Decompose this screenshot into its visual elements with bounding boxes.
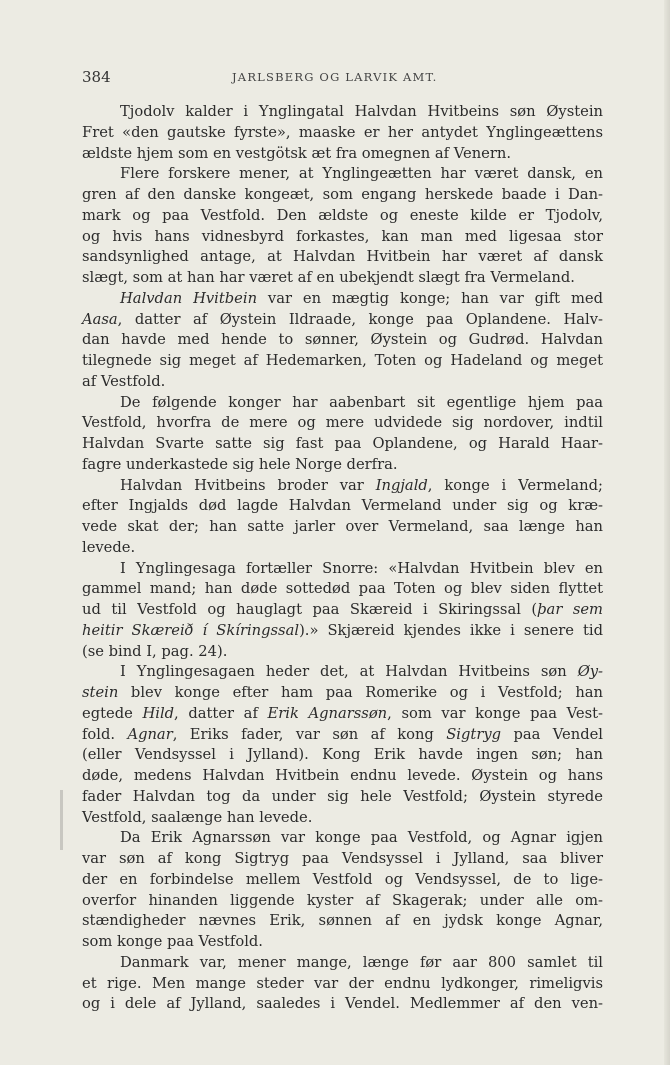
italic-text: þar sem	[537, 601, 603, 618]
text-line	[82, 911, 603, 932]
text-segment: Halvdan Hvitbeins broder var	[120, 476, 376, 494]
italic-text: Halvdan Hvitbein	[120, 289, 258, 307]
text-segment: stændigheder nævnes Erik, sønnen af en jydsk konge Agnar,	[82, 912, 603, 930]
text-line	[82, 849, 603, 870]
italic-text: Øy-	[577, 663, 603, 681]
text-line	[82, 206, 603, 227]
text-line	[82, 102, 603, 123]
text-line	[82, 662, 603, 683]
text-segment: ).» Skjæreid kjendes ikke i senere tid	[299, 621, 603, 639]
text-line	[82, 828, 603, 849]
text-segment: ældste hjem som en vestgötsk æt fra omegnen af Venern.	[82, 144, 511, 162]
text-segment: ud til Vestfold og hauglagt paa Skæreid i Skiringssal (	[82, 601, 538, 618]
text-segment: egtede	[82, 704, 143, 722]
text-line	[82, 704, 603, 725]
text-segment: dan havde med hende to sønner, Øystein og Gudrød. Halvdan	[82, 331, 603, 349]
text-segment: der en forbindelse mellem Vestfold og Vendsyssel, de to lige-	[82, 870, 603, 888]
text-line	[82, 766, 603, 787]
text-line	[82, 372, 603, 393]
italic-text: Aasa	[82, 310, 118, 328]
text-segment: , som var konge paa Vest-	[387, 704, 604, 722]
text-segment: (se bind I, pag. 24).	[82, 642, 228, 660]
text-line	[82, 123, 603, 144]
text-segment: sandsynlighed antage, at Halvdan Hvitbein har været af dansk	[82, 248, 603, 266]
text-segment: , Eriks fader, var søn af kong	[172, 725, 447, 743]
page-header	[82, 68, 602, 88]
italic-text: Hild	[142, 704, 175, 722]
text-segment: I Ynglingesaga fortæller Snorre: «Halvdan Hvitbein blev en	[120, 559, 603, 577]
text-segment: Fret «den gautske fyrste», maaske er her antydet Ynglingeættens	[82, 123, 603, 141]
text-segment: paa Vendel	[501, 725, 603, 743]
text-line	[82, 330, 603, 351]
text-line	[82, 787, 603, 808]
italic-text: Agnar	[127, 725, 173, 743]
text-line	[82, 393, 603, 414]
text-line	[82, 891, 603, 912]
text-line	[82, 932, 603, 953]
text-segment: blev konge efter ham paa Romerike og i Vestfold; han	[118, 684, 603, 701]
text-line	[82, 579, 603, 600]
text-segment: tilegnede sig meget af Hedemarken, Toten og Hadeland og meget	[82, 352, 603, 369]
text-segment: , datter af	[174, 704, 268, 722]
text-line	[82, 517, 603, 538]
text-segment: var en mægtig konge; han var gift med	[257, 289, 603, 307]
page-number: 384	[82, 68, 111, 86]
text-segment: , datter af Øystein Ildraade, konge paa Oplandene. Halv-	[117, 310, 603, 328]
text-segment: Tjodolv kalder i Ynglingatal Halvdan Hvitbeins søn Øystein	[120, 103, 603, 120]
text-line	[82, 185, 603, 206]
page-edge	[664, 0, 670, 1065]
text-segment: gammel mand; han døde sottedød paa Toten og blev siden flyttet	[82, 580, 603, 598]
text-line	[82, 310, 603, 331]
text-segment: fagre underkastede sig hele Norge derfra.	[82, 455, 398, 473]
text-segment: som konge paa Vestfold.	[82, 933, 263, 950]
italic-text: heitir Skæreið í Skíringssal	[82, 621, 300, 639]
text-line	[82, 559, 603, 580]
text-line	[82, 953, 603, 974]
text-line	[82, 413, 603, 434]
text-line	[82, 974, 603, 995]
text-line	[82, 621, 603, 642]
text-line	[82, 994, 603, 1015]
text-line	[82, 227, 603, 248]
text-segment: Flere forskere mener, at Ynglingeætten har været dansk, en	[120, 165, 603, 183]
italic-text: stein	[82, 684, 119, 701]
text-line	[82, 600, 603, 621]
text-line	[82, 683, 603, 704]
text-segment: vede skat der; han satte jarler over Vermeland, saa længe han	[82, 518, 603, 535]
text-line	[82, 289, 603, 310]
text-segment: var søn af kong Sigtryg paa Vendsyssel i Jylland, saa bliver	[82, 850, 603, 867]
margin-mark	[60, 790, 63, 850]
text-line	[82, 351, 603, 372]
text-line	[82, 455, 603, 476]
text-line	[82, 268, 603, 289]
text-line	[82, 745, 603, 766]
text-line	[82, 496, 603, 517]
text-segment: fader Halvdan tog da under sig hele Vestfold; Øystein styrede	[82, 787, 603, 805]
text-segment: Halvdan Svarte satte sig fast paa Oplandene, og Harald Haar-	[82, 435, 603, 452]
text-line	[82, 434, 603, 455]
italic-text: Ingjald	[375, 476, 428, 494]
italic-text: Erik Agnarssøn	[267, 704, 388, 722]
text-segment: Da Erik Agnarssøn var konge paa Vestfold, og Agnar igjen	[120, 829, 603, 847]
body-text	[82, 102, 603, 1015]
text-line	[82, 642, 603, 663]
text-segment: og i dele af Jylland, saaledes i Vendel. Medlemmer af den ven-	[82, 995, 603, 1013]
text-segment: slægt, som at han har været af en ubekjendt slægt fra Vermeland.	[82, 269, 575, 286]
running-title: JARLSBERG OG LARVIK AMT.	[232, 70, 438, 84]
text-line	[82, 870, 603, 891]
text-segment: , konge i Vermeland;	[427, 476, 603, 494]
text-segment: mark og paa Vestfold. Den ældste og eneste kilde er Tjodolv,	[82, 206, 603, 224]
text-segment: fold.	[82, 725, 128, 743]
text-line	[82, 164, 603, 185]
text-line	[82, 144, 603, 165]
text-line	[82, 808, 603, 829]
text-segment: døde, medens Halvdan Hvitbein endnu levede. Øystein og hans	[82, 767, 603, 784]
text-segment: og hvis hans vidnesbyrd forkastes, kan man med ligesaa stor	[82, 227, 603, 245]
text-segment: levede.	[82, 538, 136, 556]
text-line	[82, 725, 603, 746]
italic-text: Sigtryg	[446, 725, 502, 743]
text-line	[82, 538, 603, 559]
text-segment: Danmark var, mener mange, længe før aar 800 samlet til	[120, 953, 603, 971]
text-segment: Vestfold, hvorfra de mere og mere udvidede sig nordover, indtil	[82, 414, 603, 432]
text-segment: efter Ingjalds død lagde Halvdan Vermeland under sig og kræ-	[82, 497, 603, 515]
text-segment: overfor hinanden liggende kyster af Skagerak; under alle om-	[82, 891, 603, 909]
text-segment: et rige. Men mange steder var der endnu lydkonger, rimeligvis	[82, 974, 603, 992]
text-segment: gren af den danske kongeæt, som engang herskede baade i Dan-	[82, 186, 603, 203]
text-segment: Vestfold, saalænge han levede.	[82, 808, 313, 826]
text-segment: af Vestfold.	[82, 372, 166, 390]
text-segment: De følgende konger har aabenbart sit egentlige hjem paa	[120, 393, 603, 411]
text-line	[82, 247, 603, 268]
text-segment: I Ynglingesagaen heder det, at Halvdan Hvitbeins søn	[120, 663, 578, 681]
text-line	[82, 476, 603, 497]
text-segment: (eller Vendsyssel i Jylland). Kong Erik havde ingen søn; han	[82, 746, 603, 764]
